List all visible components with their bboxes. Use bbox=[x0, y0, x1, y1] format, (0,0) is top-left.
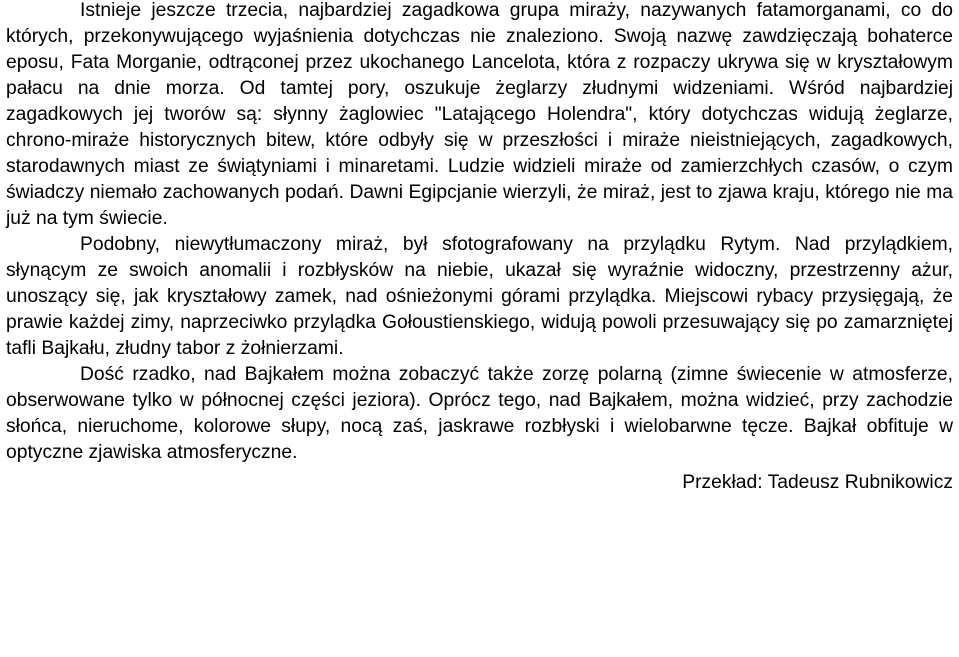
paragraph-baikal-phenomena: Dość rzadko, nad Bajkałem można zobaczyć także zorzę polarną (zimne świecenie w atmosferze, obserwowane tylko w północnej części jeziora). Oprócz tego, nad Bajkałem, można widzieć, przy zachodzie słońca, nieruchome, kolorowe słupy, nocą zaś, jaskrawe rozbłyski i wielobarwne tęcze. Bajkał obfituje w optyczne zjawiska atmosferyczne. bbox=[6, 364, 953, 463]
document-page bbox=[6, 0, 953, 496]
paragraph-fata-morgana: Istnieje jeszcze trzecia, najbardziej zagadkowa grupa miraży, nazywanych fatamorganami, co do których, przekonywującego wyjaśnienia dotychczas nie znaleziono. Swoją nazwę zawdzięczają bohaterce eposu, Fata Morganie, odtrąconej przez ukochanego Lancelota, która z rozpaczy ukrywa się w kryształowym pałacu na dnie morza. Od tamtej pory, oszukuje żeglarzy złudnymi widzeniami. Wśród najbardziej zagadkowych jej tworów są: słynny żaglowiec "Latającego Holendra", który dotychczas widują żeglarze, chrono-miraże historycznych bitew, które odbyły się w przeszłości i miraże nieistniejących, zagadkowych, starodawnych miast ze świątyniami i minaretami. Ludzie widzieli miraże od zamierzchłych czasów, o czym świadczy niemało zachowanych podań. Dawni Egipcjanie wierzyli, że miraż, jest to zjawa kraju, którego nie ma już na tym świecie. bbox=[6, 0, 953, 229]
paragraph-rytym-cape: Podobny, niewytłumaczony miraż, był sfotografowany na przylądku Rytym. Nad przylądkiem, słynącym ze swoich anomalii i rozbłysków na niebie, ukazał się wyraźnie widoczny, przestrzenny ażur, unoszący się, jak kryształowy zamek, nad ośnieżonymi górami przylądka. Miejscowi rybacy przysięgają, że prawie każdej zimy, naprzeciwko przylądka Gołoustienskiego, widują powoli przesuwający się po zamarzniętej tafli Bajkału, złudny tabor z żołnierzami. bbox=[6, 234, 953, 359]
translator-credit: Przekład: Tadeusz Rubnikowicz bbox=[682, 472, 953, 493]
